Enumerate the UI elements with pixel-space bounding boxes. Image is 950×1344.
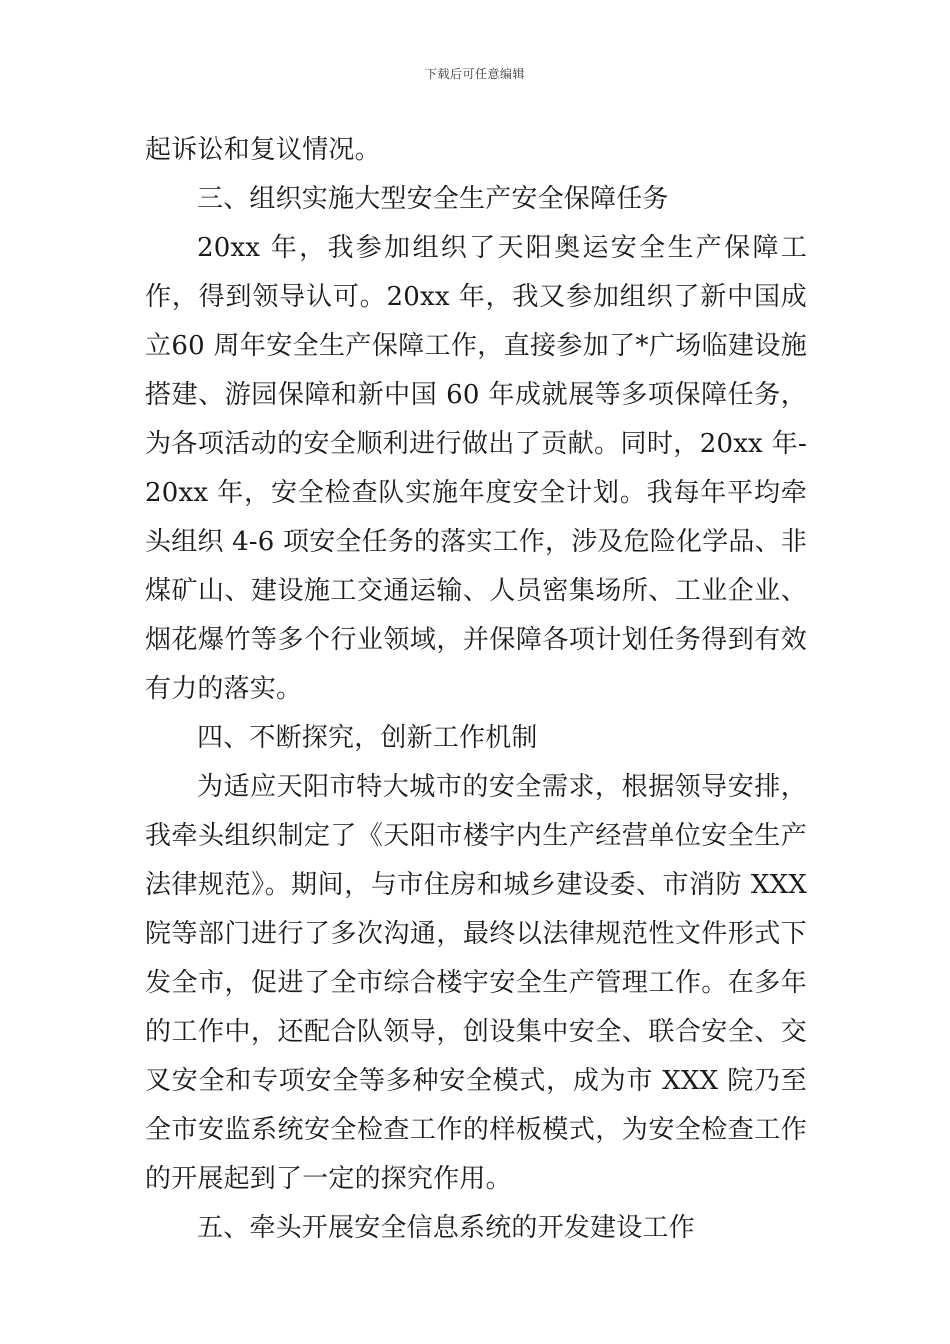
section-heading-5: 五、牵头开展安全信息系统的开发建设工作 [197, 1213, 695, 1243]
page-header: 下载后可任意编辑 [424, 67, 525, 81]
paragraph-innovation: 为适应天阳市特大城市的安全需求，根据领导安排，我牵头组织制定了《天阳市楼宇内生产经营单位安全生产法律规范》。期间，与市住房和城乡建设委、市消防 XXX 院等部门进行了多次沟通，最终以法律规范性文件形式下发全市，促进了全市综合楼宇安全生产管理工作。在多年的工作中，还配合队领导，创设集中安全、联合安全、交叉安全和专项安全等多种安全模式，成为市 XXX 院乃至全市安监系统安全检查工作的样板模式，为安全检查工作的开展起到了一定的探究作用。 [145, 772, 807, 1194]
paragraph-continuation: 起诉讼和复议情况。 [145, 135, 381, 165]
document-body [145, 126, 807, 1253]
section-heading-3: 三、组织实施大型安全生产安全保障任务 [197, 184, 669, 214]
section-heading-4: 四、不断探究，创新工作机制 [197, 723, 538, 753]
paragraph-security-tasks: 20xx 年，我参加组织了天阳奥运安全生产保障工作，得到领导认可。20xx 年，我又参加组织了新中国成立60 周年安全生产保障工作，直接参加了*广场临建设施搭建、游园保障和新中国 60 年成就展等多项保障任务，为各项活动的安全顺利进行做出了贡献。同时，20xx 年-20xx 年，安全检查队实施年度安全计划。我每年平均牵头组织 4-6 项安全任务的落实工作，涉及危险化学品、非煤矿山、建设施工交通运输、人员密集场所、工业企业、烟花爆竹等多个行业领域，并保障各项计划任务得到有效有力的落实。 [145, 233, 807, 704]
